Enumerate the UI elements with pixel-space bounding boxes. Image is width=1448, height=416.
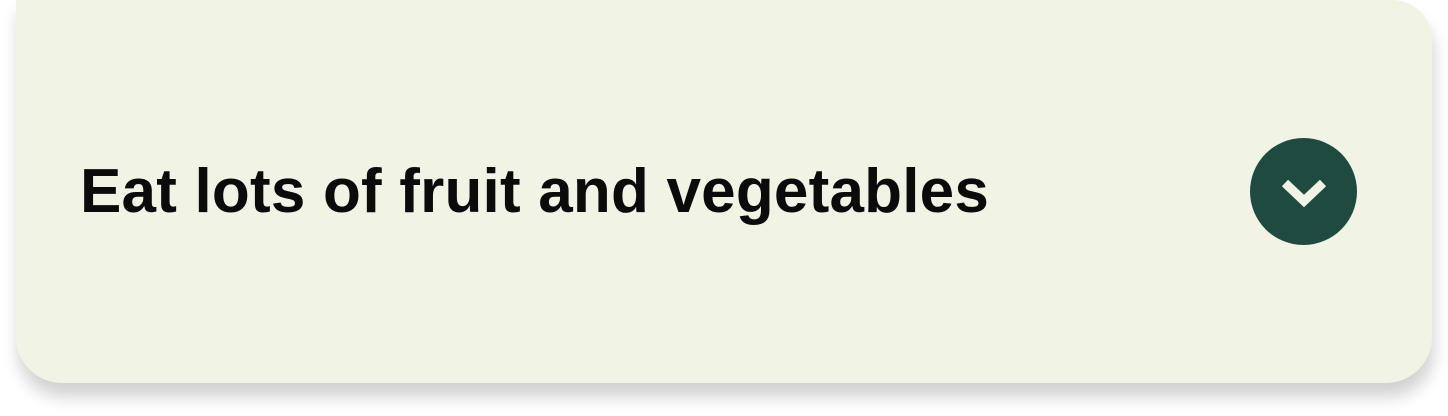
expand-toggle-button[interactable] bbox=[1250, 138, 1357, 245]
accordion-title[interactable]: Eat lots of fruit and vegetables bbox=[80, 157, 990, 226]
chevron-down-icon bbox=[1279, 175, 1329, 209]
accordion-item[interactable] bbox=[16, 0, 1432, 383]
